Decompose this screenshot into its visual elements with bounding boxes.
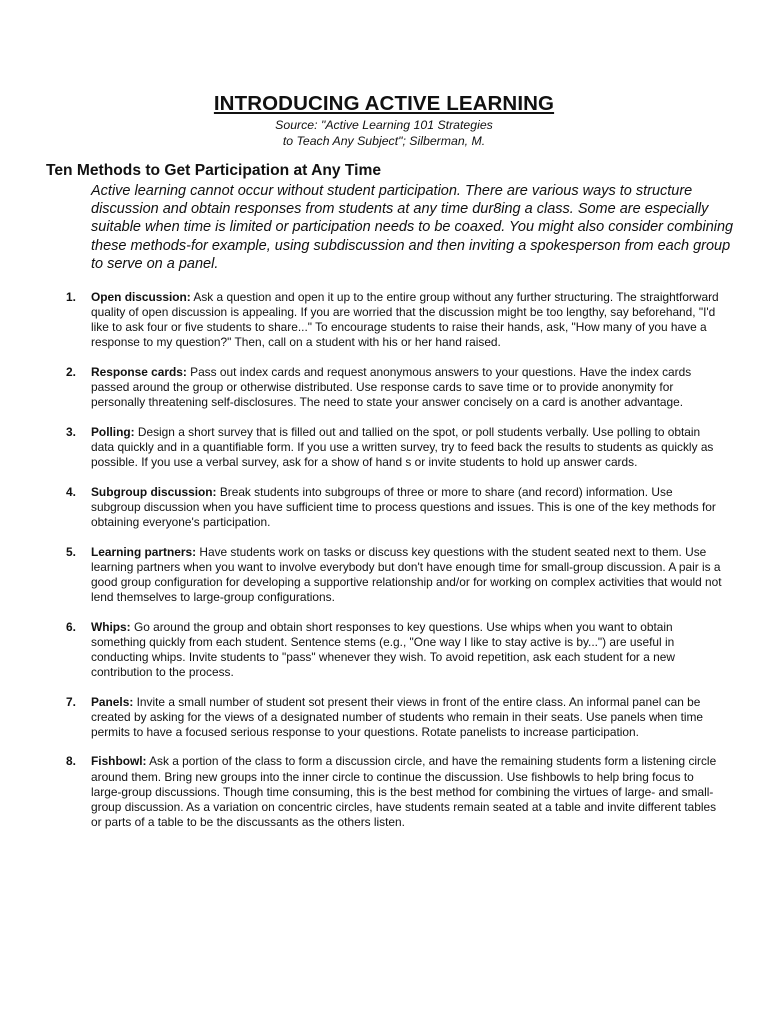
item-text: Ask a question and open it up to the entire group without any further structuring. The straightforward quality of open discussion is appealing. If you are worried that the discussion might be too lengthy, say beforehand, "I'd like to ask four or five students to share..." To encourage students to raise their hands, ask, "How many of you have a response to my question?" Then, call on a student with his or her hand raised. bbox=[91, 290, 719, 350]
item-label: Panels: bbox=[91, 694, 134, 709]
item-text: Design a short survey that is filled out and tallied on the spot, or poll students verbally. Use polling to obtain data quickly and in a quantifiable form. If you use a written survey, try to feed back the results to students as quickly as possible. If you use a verbal survey, ask for a show of hand s or invite students to hold up answer cards. bbox=[91, 424, 714, 470]
item-label: Response cards: bbox=[91, 364, 187, 379]
list-item bbox=[0, 695, 768, 740]
item-label: Fishbowl: bbox=[91, 754, 147, 769]
item-label: Learning partners: bbox=[91, 544, 197, 559]
list-item bbox=[0, 425, 768, 470]
item-number: 7. bbox=[66, 694, 76, 709]
item-label: Whips: bbox=[91, 619, 131, 634]
list-item bbox=[0, 485, 768, 530]
item-text: Break students into subgroups of three or more to share (and record) information. Use subgroup discussion when you have sufficient time to process questions and issues. This is one of the key methods for obtaining everyone's participation. bbox=[91, 484, 716, 529]
item-text: Go around the group and obtain short responses to key questions. Use whips when you want to obtain something quickly from each student. Sentence stems (e.g., "One way I like to stay active is by...") are useful in conducting whips. Invite students to "pass" whenever they wish. To avoid repetition, ask each student for a new contribution to the process. bbox=[91, 619, 675, 679]
item-body bbox=[91, 545, 725, 605]
item-label: Subgroup discussion: bbox=[91, 484, 217, 499]
item-number: 5. bbox=[66, 544, 76, 559]
list-item bbox=[0, 620, 768, 680]
item-label: Open discussion: bbox=[91, 290, 191, 304]
list-item bbox=[0, 754, 768, 829]
item-label: Polling: bbox=[91, 424, 135, 439]
item-number: 6. bbox=[66, 619, 76, 634]
list-item bbox=[0, 365, 768, 410]
section-heading: Ten Methods to Get Participation at Any Time bbox=[46, 162, 382, 179]
item-number: 2. bbox=[66, 364, 76, 379]
item-text: Have students work on tasks or discuss key questions with the student seated next to them. Use learning partners when you want to involve everybody but don't have enough time for small-group discussion. A pair is a good group configuration for developing a supportive relationship and/or for working on complex activities that would not lend themselves to large-group configurations. bbox=[91, 544, 722, 604]
item-body bbox=[91, 695, 725, 740]
item-number: 3. bbox=[66, 424, 76, 439]
item-number: 4. bbox=[66, 484, 76, 499]
list-item bbox=[0, 545, 768, 605]
list-item bbox=[0, 290, 768, 350]
item-text: Pass out index cards and request anonymous answers to your questions. Have the index cards passed around the group or otherwise distributed. Use response cards to save time or to provide anonymity for personally threatening self-disclosures. The need to state your answer concisely on a card is another advantage. bbox=[91, 364, 692, 410]
item-body bbox=[91, 754, 725, 829]
intro-paragraph: Active learning cannot occur without student participation. There are various ways to structure discussion and obtain responses from students at any time dur8ing a class. Some are especially suitable when time is limited or participation needs to be coaxed. You might also consider combining these methods-for example, using subdiscussion and then inviting a spokesperson from each group to serve on a panel. bbox=[91, 183, 734, 272]
item-body bbox=[91, 620, 725, 680]
document-title: INTRODUCING ACTIVE LEARNING bbox=[213, 92, 555, 115]
source-line-1: Source: "Active Learning 101 Strategies bbox=[275, 118, 493, 132]
item-number: 8. bbox=[66, 754, 76, 769]
item-body bbox=[91, 425, 725, 470]
source-citation bbox=[0, 117, 768, 149]
methods-list bbox=[0, 290, 768, 844]
item-body bbox=[91, 365, 725, 410]
item-text: Ask a portion of the class to form a discussion circle, and have the remaining students form a listening circle around them. Bring new groups into the inner circle to continue the discussion. Use fishbowls to help bring focus to large-group discussions. Though time consuming, this is the best method for combining the virtues of large- and small-group discussion. As a variation on concentric circles, have students remain seated at a table and invite different tables or parts of a table to be the discussants as the others listen. bbox=[91, 754, 717, 829]
item-body bbox=[91, 290, 725, 350]
item-body bbox=[91, 485, 725, 530]
source-line-2: to Teach Any Subject"; Silberman, M. bbox=[282, 134, 486, 148]
item-number: 1. bbox=[66, 290, 76, 304]
item-text: Invite a small number of student sot present their views in front of the entire class. An informal panel can be created by asking for the views of a designated number of students who remain in their seats. Use panels when time permits to have a focused serious response to your questions. Rotate panelists to increase participation. bbox=[91, 694, 704, 739]
